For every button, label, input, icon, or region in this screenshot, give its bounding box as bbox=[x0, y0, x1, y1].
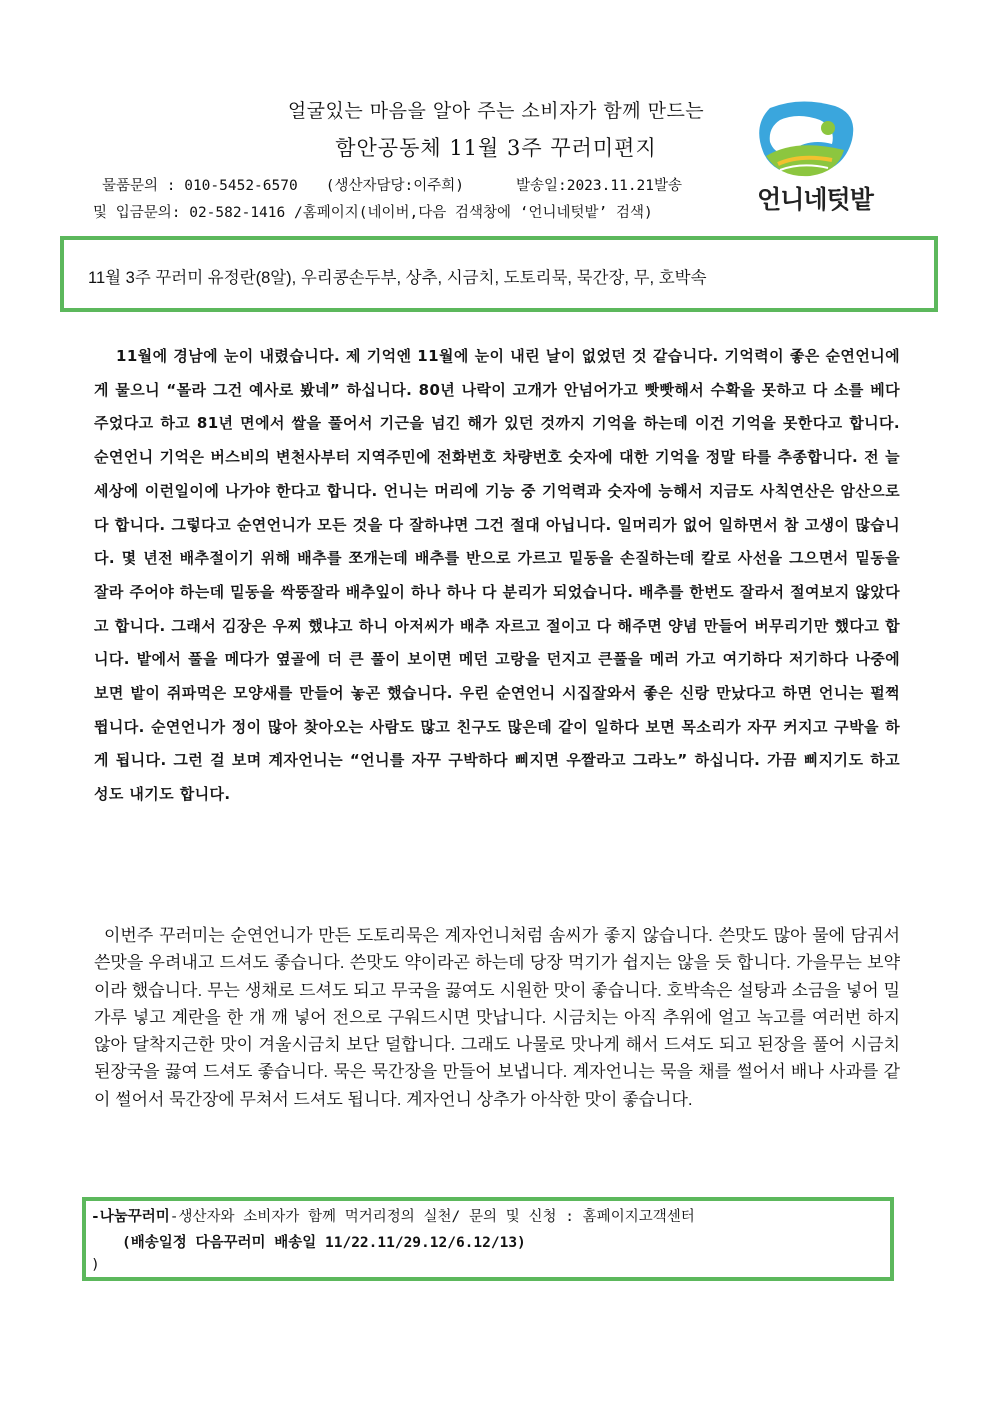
sharing-label: -나눔꾸러미 bbox=[91, 1209, 170, 1225]
letter-subtitle: 얼굴있는 마음을 알아 주는 소비자가 함께 만드는 bbox=[287, 100, 705, 122]
closing-paren: ) bbox=[91, 1257, 100, 1273]
issue-date: 발송일:2023.11.21발송 bbox=[515, 178, 683, 194]
producer-manager: (생산자담당:이주희) bbox=[325, 178, 464, 194]
items-box bbox=[60, 236, 938, 312]
letter-paragraph-1: 11월에 경남에 눈이 내렸습니다. 제 기억엔 11월에 눈이 내린 날이 없었던 것 같습니다. 기억력이 좋은 순연언니에게 물으니 “몰라 그건 예사로 봤네” 하십니다. 80년 나락이 고개가 안넘어가고 빳빳해서 수확을 못하고 다 소를 베다 주었다고 하고 81년 면에서 쌀을 풀어서 기근을 넘긴 해가 있던 것까지 기억을 하는데 이건 기억을 못한다고 합니다. 순연언니 기억은 버스비의 변천사부터 지역주민에 전화번호 차량번호 숫자에 대한 기억을 정말 타를 추종합니다. 전 늘 세상에 이런일이에 나가야 한다고 합니다. 언니는 머리에 기능 중 기억력과 숫자에 능해서 지금도 사칙연산은 암산으로 다 합니다. 그렇다고 순연언니가 모든 것을 다 잘하냐면 그건 절대 아닙니다. 일머리가 없어 일하면서 참 고생이 많습니다. 몇 년전 배추절이기 위해 배추를 쪼개는데 배추를 반으로 가르고 밑동을 손질하는데 칼로 사선을 그으면서 밑동을 잘라 주어야 하는데 밑동을 싹뚱잘라 배추잎이 하나 하나 다 분리가 되었습니다. 배추를 한번도 잘라서 절여보지 않았다고 합니다. 그래서 김장은 우찌 했냐고 하니 아저씨가 배추 자르고 절이고 다 해주면 양념 만들어 버무리기만 했다고 합니다. 밭에서 풀을 메다가 옆골에 더 큰 풀이 보이면 메던 고랑을 던지고 큰풀을 메러 가고 여기하다 저기하다 나중에 보면 밭이 쥐파먹은 모양새를 만들어 놓곤 했습니다. 우린 순연언니 시집잘와서 좋은 신랑 만났다고 하면 언니는 펄쩍 뜁니다. 순연언니가 정이 많아 찾아오는 사람도 많고 친구도 많은데 같이 일하다 보면 목소리가 자꾸 커지고 구박을 하게 됩니다. 그런 걸 보며 계자언니는 “언니를 자꾸 구박하다 삐지면 우짤라고 그라노” 하십니다. 가끔 삐지기도 하고 성도 내기도 합니다. bbox=[94, 347, 900, 804]
delivery-schedule: (배송일정 다음꾸러미 배송일 11/22.11/29.12/6.12/13) bbox=[122, 1235, 526, 1251]
items-list: 11월 3주 꾸러미 유정란(8알), 우리콩손두부, 상추, 시금치, 도토리묵, 묵간장, 무, 호박속 bbox=[88, 269, 707, 287]
inquiry-phone: 물품문의 : 010-5452-6570 bbox=[102, 178, 298, 194]
sharing-text: -생산자와 소비자가 함께 먹거리정의 실천/ 문의 및 신청 : 홈페이지고객센터 bbox=[169, 1209, 695, 1225]
logo-text: 언니네텃밭 bbox=[757, 185, 873, 213]
contact-line-2: 및 입금문의: 02-582-1416 /홈페이지(네이버,다음 검색창에 ‘언니네텃밭’ 검색) bbox=[93, 205, 653, 221]
footer-box bbox=[82, 1197, 894, 1281]
brand-logo bbox=[740, 98, 890, 213]
letter-paragraph-2: 이번주 꾸러미는 순연언니가 만든 도토리묵은 계자언니처럼 솜씨가 좋지 않습니다. 쓴맛도 많아 물에 담궈서 쓴맛을 우려내고 드셔도 좋습니다. 쓴맛도 약이라곤 하는데 당장 먹기가 쉽지는 않을 듯 합니다. 가을무는 보약이라 했습니다. 무는 생채로 드셔도 되고 무국을 끓여도 시원한 맛이 좋습니다. 호박속은 설탕과 소금을 넣어 밀가루 넣고 계란을 한 개 깨 넣어 전으로 구워드시면 맛납니다. 시금치는 아직 추위에 얼고 녹고를 여러번 하지 않아 달착지근한 맛이 겨울시금치 보단 덜합니다. 그래도 나물로 맛나게 해서 드셔도 되고 된장을 풀어 시금치 된장국을 끓여 드셔도 좋습니다. 묵은 묵간장을 만들어 보냅니다. 계자언니는 묵을 채를 썰어서 배나 사과를 같이 썰어서 묵간장에 무쳐서 드셔도 됩니다. 계자언니 상추가 아삭한 맛이 좋습니다. bbox=[94, 926, 900, 1109]
sharing-line bbox=[91, 1205, 695, 1226]
letter-title: 함안공동체 11월 3주 꾸러미편지 bbox=[335, 136, 657, 160]
contact-line-1 bbox=[102, 174, 682, 195]
